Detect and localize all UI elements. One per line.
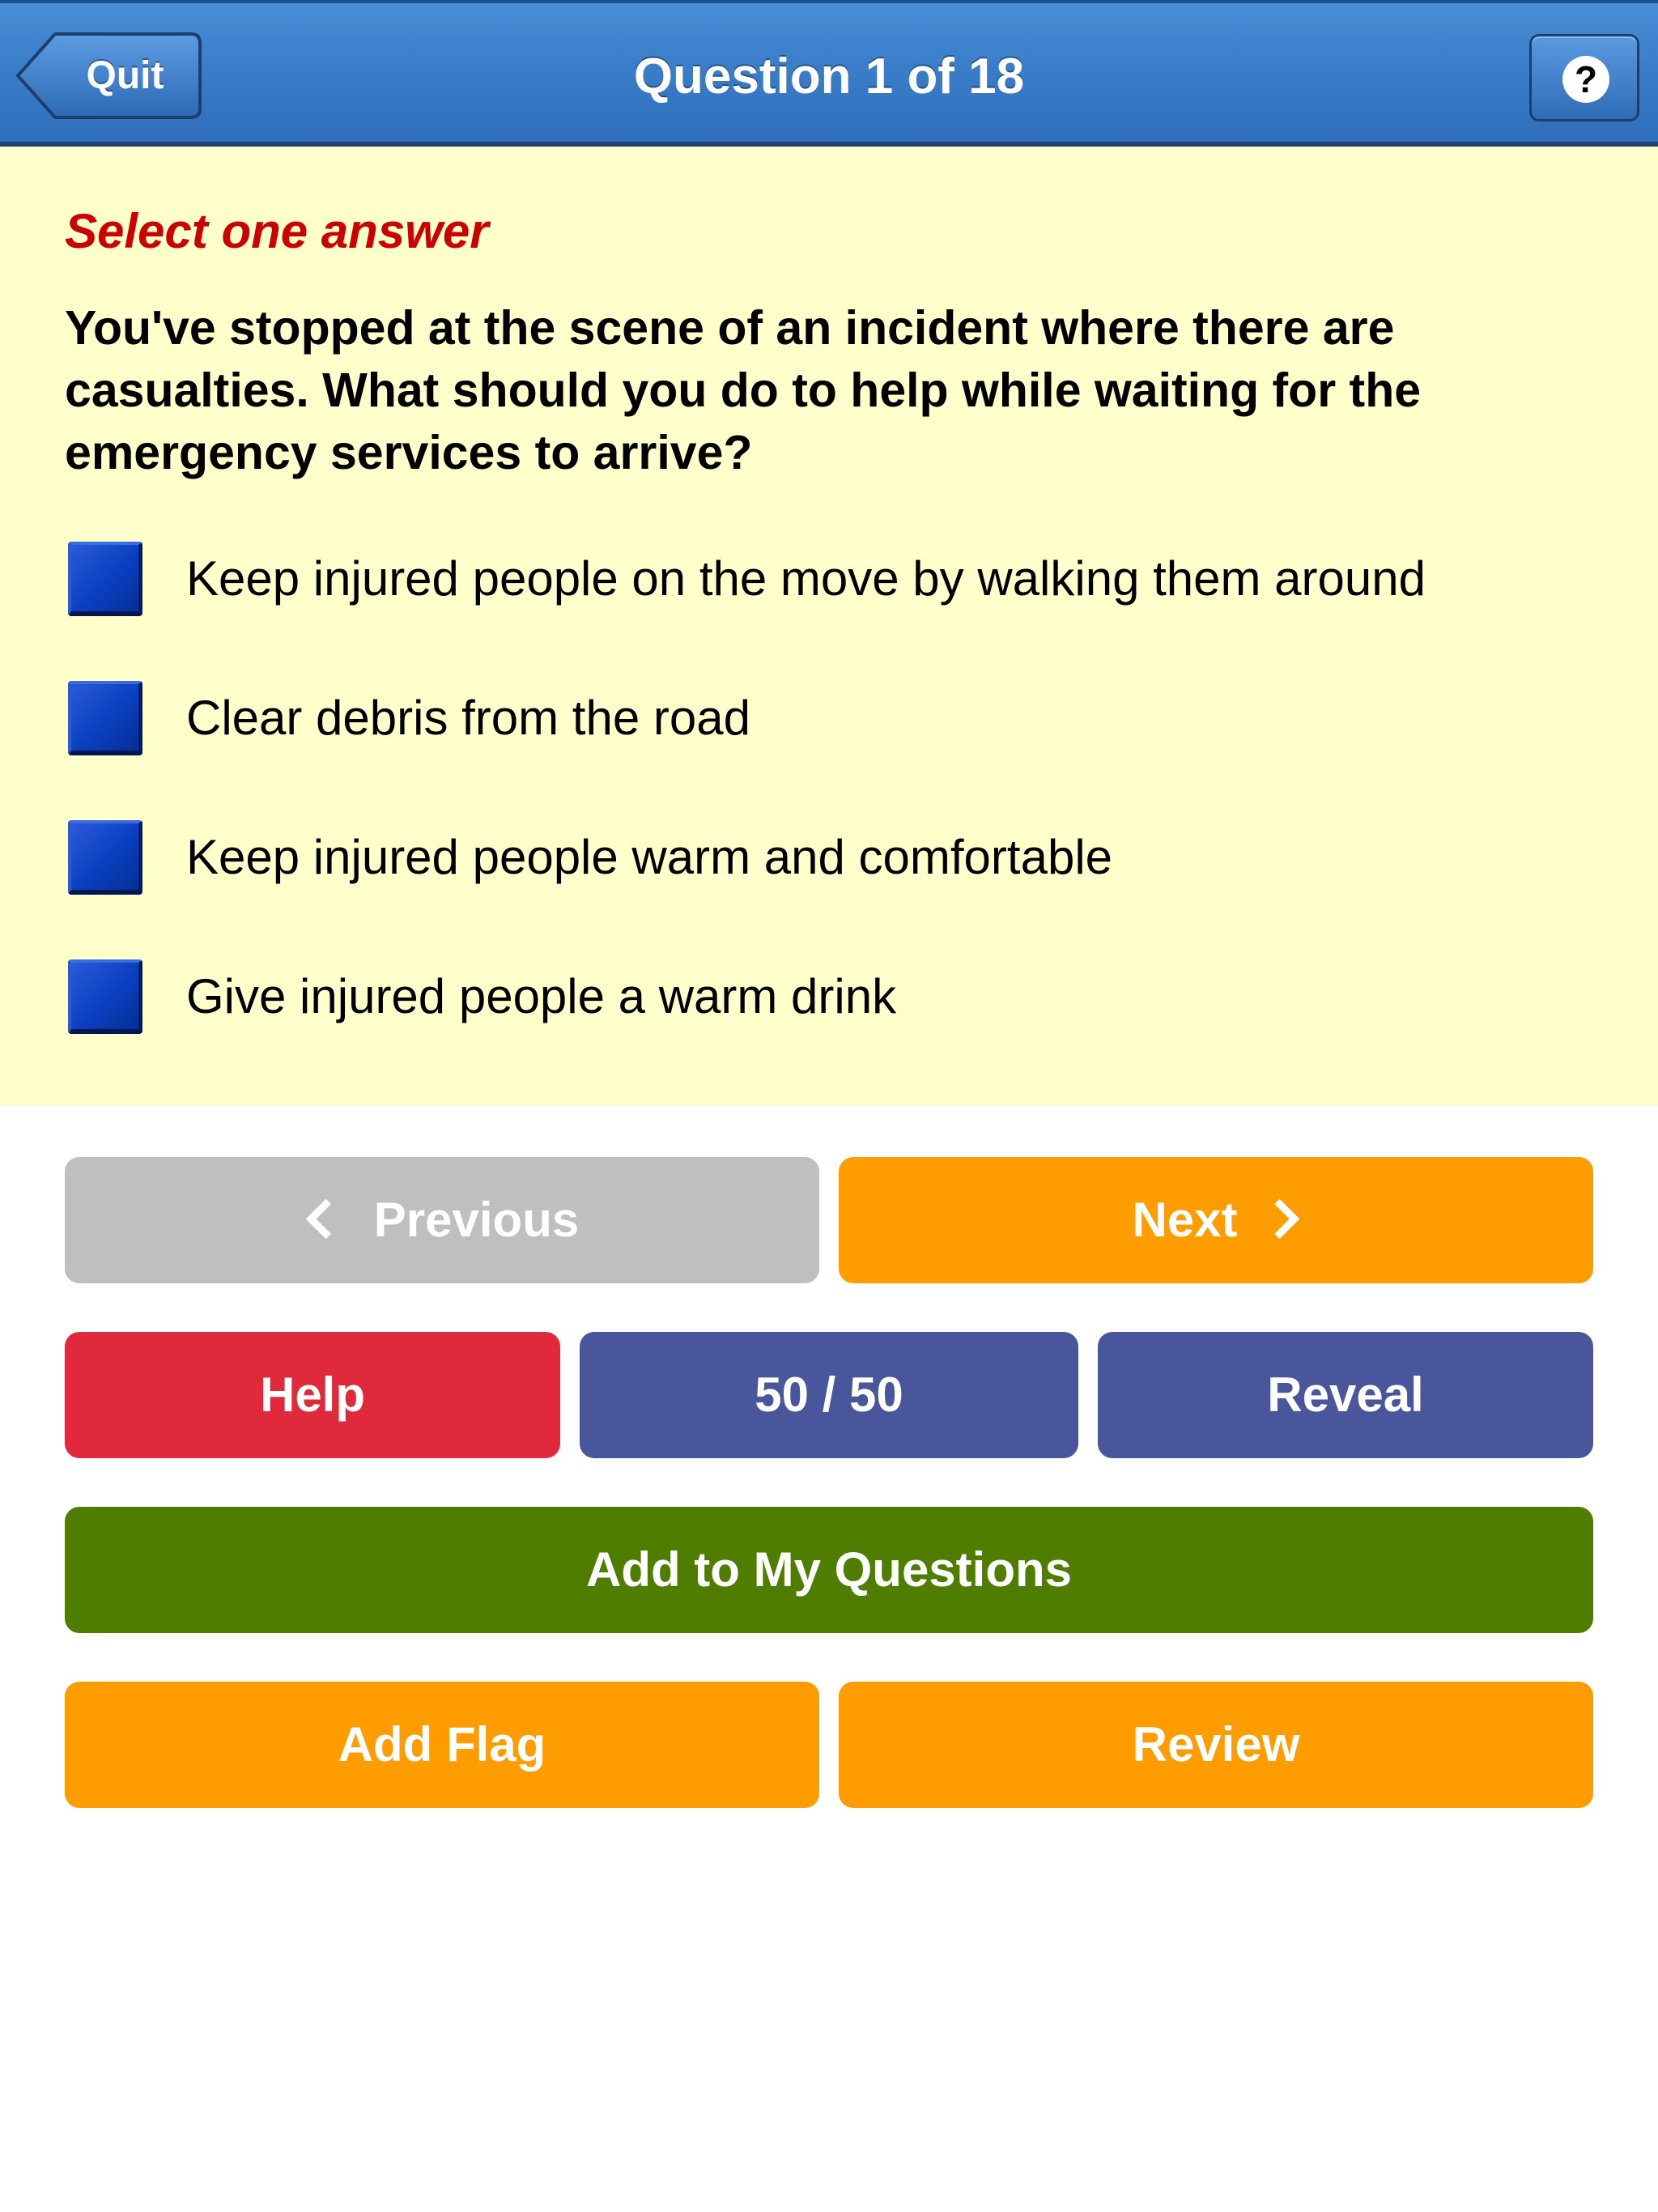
next-button[interactable] bbox=[839, 1157, 1593, 1283]
fifty-fifty-button[interactable] bbox=[580, 1332, 1078, 1458]
checkbox-unchecked-icon[interactable] bbox=[68, 681, 142, 755]
review-label: Review bbox=[1132, 1717, 1300, 1772]
add-to-my-questions-label: Add to My Questions bbox=[586, 1542, 1072, 1597]
answer-label: Give injured people a warm drink bbox=[186, 969, 897, 1023]
answer-label: Keep injured people warm and comfortable bbox=[186, 830, 1113, 884]
review-button[interactable] bbox=[839, 1682, 1593, 1808]
answer-option-1[interactable] bbox=[65, 542, 1603, 623]
checkbox-unchecked-icon[interactable] bbox=[68, 959, 142, 1034]
chevron-right-icon bbox=[1259, 1198, 1299, 1238]
chevron-left-icon bbox=[306, 1198, 346, 1238]
answer-label: Keep injured people on the move by walking them around bbox=[186, 551, 1426, 606]
previous-button[interactable] bbox=[65, 1157, 819, 1283]
checkbox-unchecked-icon[interactable] bbox=[68, 820, 142, 895]
help-label: Help bbox=[259, 1368, 366, 1422]
add-flag-button[interactable] bbox=[65, 1682, 819, 1808]
add-flag-label: Add Flag bbox=[338, 1717, 546, 1772]
question-mark-icon: ? bbox=[1562, 56, 1609, 103]
previous-label: Previous bbox=[373, 1193, 580, 1247]
nav-bar bbox=[0, 0, 1658, 147]
question-panel bbox=[0, 147, 1658, 1106]
help-button[interactable] bbox=[65, 1332, 560, 1458]
reveal-button[interactable] bbox=[1098, 1332, 1593, 1458]
quit-button[interactable] bbox=[15, 31, 203, 121]
fifty-fifty-label: 50 / 50 bbox=[755, 1368, 903, 1422]
answer-option-3[interactable] bbox=[65, 820, 1603, 901]
answer-option-4[interactable] bbox=[65, 959, 1603, 1040]
quit-label: Quit bbox=[86, 54, 164, 97]
page-title: Question 1 of 18 bbox=[633, 49, 1025, 104]
instruction-text: Select one answer bbox=[65, 204, 489, 258]
answer-label: Clear debris from the road bbox=[186, 691, 750, 745]
checkbox-unchecked-icon[interactable] bbox=[68, 542, 142, 616]
help-info-button[interactable] bbox=[1529, 34, 1639, 121]
next-label: Next bbox=[1132, 1193, 1238, 1247]
answer-option-2[interactable] bbox=[65, 681, 1603, 762]
reveal-label: Reveal bbox=[1267, 1368, 1424, 1422]
add-to-my-questions-button[interactable] bbox=[65, 1507, 1593, 1633]
question-text: You've stopped at the scene of an incident where there are casualties. What should you do to help while waiting for the emergency services to arrive? bbox=[65, 301, 1422, 479]
